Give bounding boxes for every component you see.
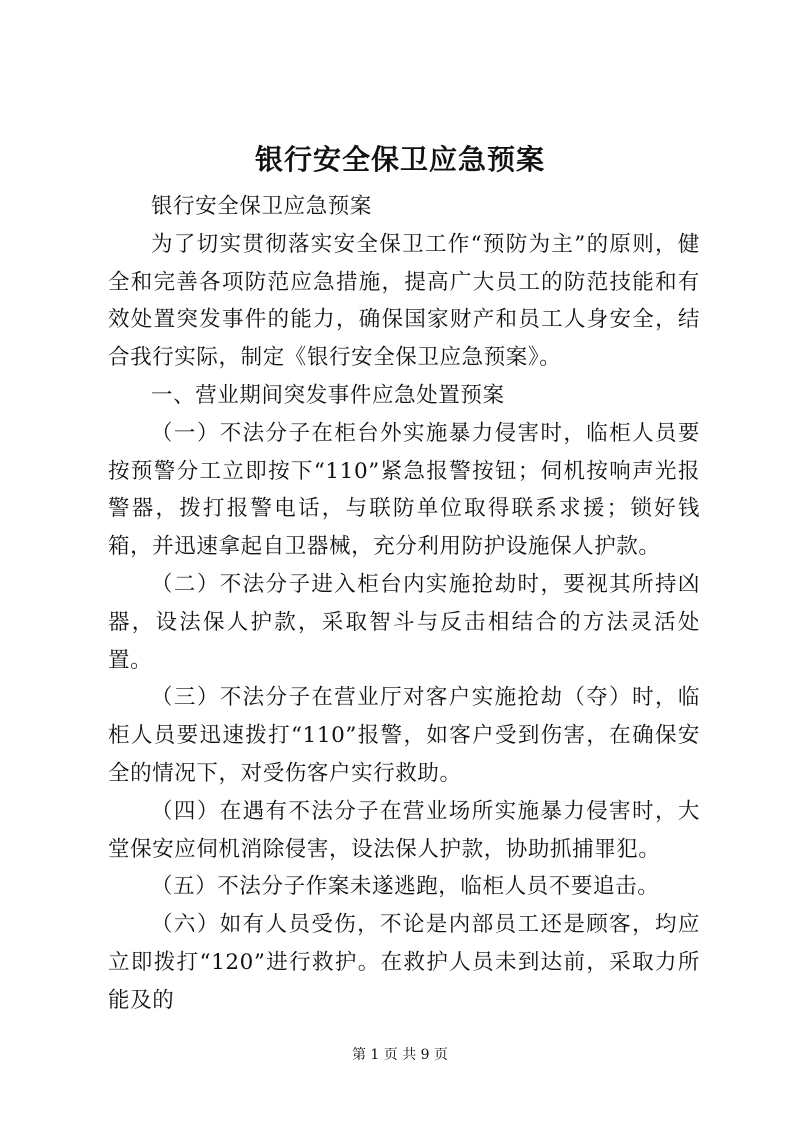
- document-title: 银行安全保卫应急预案: [254, 143, 545, 176]
- paragraph-subtitle: 银行安全保卫应急预案: [151, 194, 373, 219]
- section-heading: 一、营业期间突发事件应急处置预案: [151, 382, 505, 408]
- paragraph-intro: 为了切实贯彻落实安全保卫工作“预防为主”的原则，健全和完善各项防范应急措施，提高广大员工的防范技能和有效处置突发事件的能力，确保国家财产和员工人身安全，结合我行实际，制定《银行安全保卫应急预案》。: [108, 231, 700, 371]
- paragraph-item-4: （四）在遇有不法分子在营业场所实施暴力侵害时，大堂保安应伺机消除侵害，设法保人护款，协助抓捕罪犯。: [108, 798, 700, 862]
- document-body: [108, 188, 700, 1020]
- page-footer: 第 1 页 共 9 页: [351, 1047, 449, 1063]
- paragraph-item-3: （三）不法分子在营业厅对客户实施抢劫（夺）时，临柜人员要迅速拨打“110”报警，如客户受到伤害，在确保安全的情况下，对受伤客户实行救助。: [108, 685, 700, 786]
- paragraph-item-6: （六）如有人员受伤，不论是内部员工还是顾客，均应立即拨打“120”进行救护。在救护人员未到达前，采取力所能及的: [108, 912, 700, 1013]
- paragraph-item-1: （一）不法分子在柜台外实施暴力侵害时，临柜人员要按预警分工立即按下“110”紧急报警按钮；伺机按响声光报警器，拨打报警电话，与联防单位取得联系求援；锁好钱箱，并迅速拿起自卫器械，充分利用防护设施保人护款。: [108, 420, 700, 560]
- paragraph-item-5: （五）不法分子作案未遂逃跑，临柜人员不要追击。: [151, 874, 660, 900]
- paragraph-item-2: （二）不法分子进入柜台内实施抢劫时，要视其所持凶器，设法保人护款，采取智斗与反击相结合的方法灵活处置。: [108, 571, 700, 673]
